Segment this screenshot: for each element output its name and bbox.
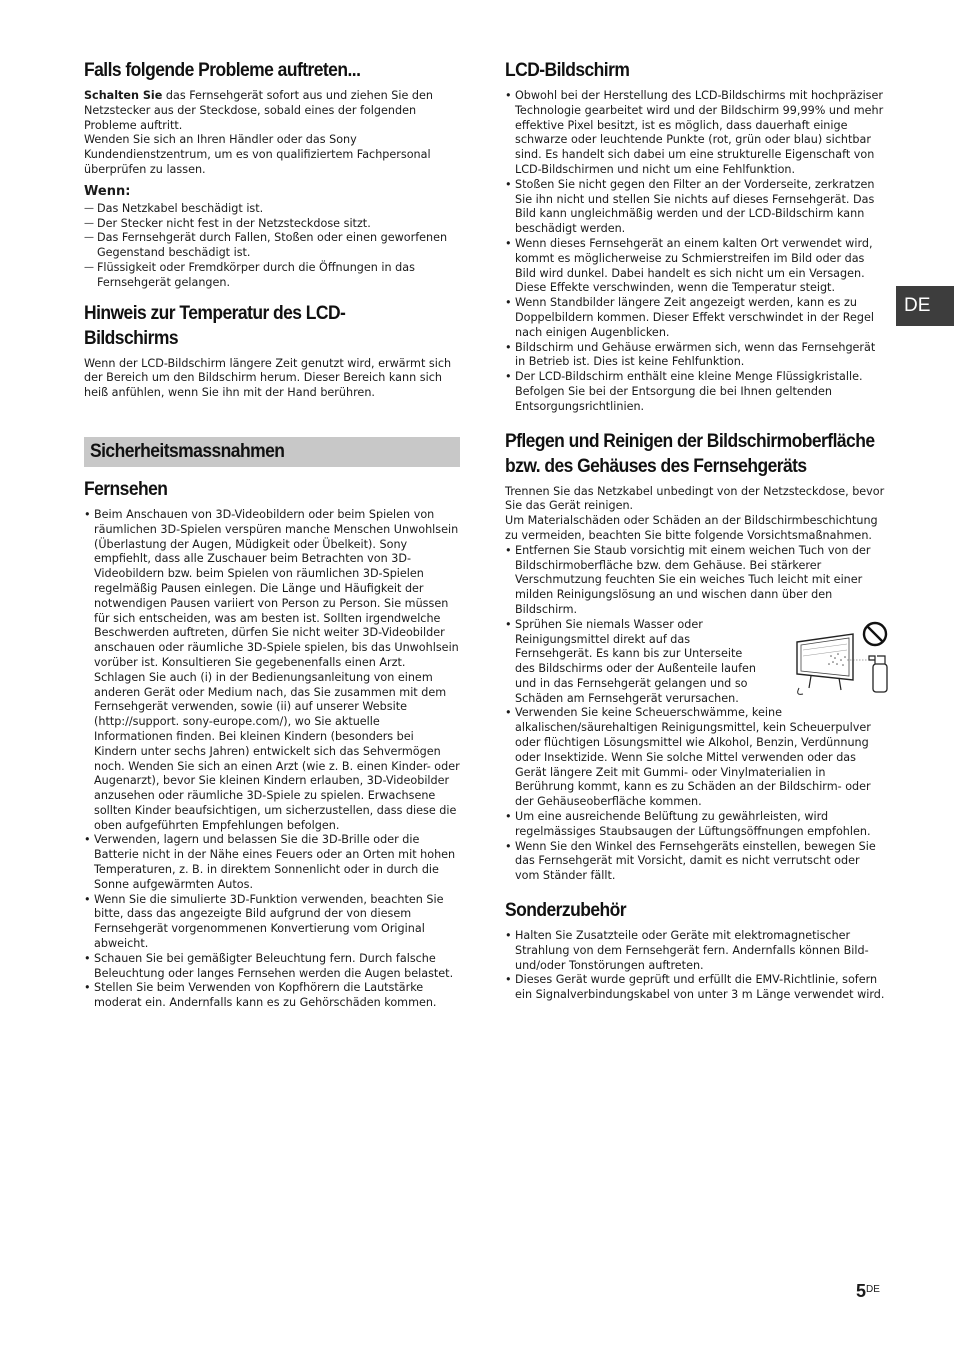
list-item: • Der LCD-Bildschirm enthält eine kleine Menge Flüssigkristalle. Befolgen Sie bei der Entsorgung die bei Ihnen geltenden Entsorgungsrichtlinien.: [505, 370, 885, 414]
care-list: [505, 544, 885, 884]
list-item: • Beim Anschauen von 3D-Videobildern oder beim Spielen von räumlichen 3D-Spielen verspüren manche Menschen Unwohlsein (Überlastung der Augen, Müdigkeit oder Übelkeit). Sony empfiehlt, dass alle Zuschauer beim Betrachten von 3D-Videobildern bzw. beim Spielen von räumlichen 3D-Spielen regelmäßig Pausen einlegen. Die Länge und Häufigkeit der notwendigen Pausen variiert von Person zu Person. Sie müssen für sich entscheiden, was am besten ist. Sollten irgendwelche Beschwerden auftreten, dürfen Sie nicht weiter 3D-Videobilder anschauen oder räumliche 3D-Spiele spielen, bis das Unwohlsein vorüber ist. Konsultieren Sie gegebenenfalls einen Arzt. Schlagen Sie auch (i) in der Bedienungsanleitung von einem anderen Gerät oder Medium nach, das Sie zusammen mit dem Fernsehgerät verwenden, sowie (ii) auf unserer Website (http://support. sony-europe.com/), wo Sie aktuelle Informationen finden. Bei kleinen Kindern (besonders bei Kindern unter sechs Jahren) entwickelt sich das Sehvermögen noch. Wenden Sie sich an einen Arzt (wie z. B. einen Kinder- oder Augenarzt), bevor Sie kleinen Kindern erlauben, 3D-Videobilder anzusehen oder räumliche 3D-Spiele zu spielen. Erwachsene sollten Kinder beaufsichtigen, um sicherzustellen, dass diese die oben aufgeführten Empfehlungen befolgen.: [84, 508, 460, 834]
when-label: Wenn:: [84, 183, 131, 199]
list-item: • Wenn dieses Fernsehgerät an einem kalten Ort verwendet wird, kommt es möglicherweise zu Schmierstreifen im Bild oder das Bild wird dunkel. Dabei handelt es sich nicht um ein Versagen. Diese Effekte verschwinden, wenn die Temperatur steigt.: [505, 237, 885, 296]
list-item: • Um eine ausreichende Belüftung zu gewährleisten, wird regelmässiges Staubsaugen der Lüftungsöffnungen empfohlen.: [505, 810, 885, 840]
list-item: — Der Stecker nicht fest in der Netzsteckdose sitzt.: [84, 217, 460, 232]
list-item: • Stoßen Sie nicht gegen den Filter an der Vorderseite, zerkratzen Sie ihn nicht und stellen Sie nichts auf dieses Fernsehgerät. Das Bild kann ungleichmäßig werden und der LCD-Bildschirm kann beschädigt werden.: [505, 178, 885, 237]
temperature-heading: Hinweis zur Temperatur des LCD-Bildschirms: [84, 302, 346, 349]
left-column: [84, 58, 460, 1011]
list-item: — Flüssigkeit oder Fremdkörper durch die Öffnungen in das Fernsehgerät gelangen.: [84, 261, 460, 291]
list-item: • Schauen Sie bei gemäßigter Beleuchtung fern. Durch falsche Beleuchtung oder langes Fernsehen werden die Augen belastet.: [84, 952, 460, 982]
list-item: • Wenn Sie die simulierte 3D-Funktion verwenden, beachten Sie bitte, dass das angezeigte Bild aufgrund der von diesem Fernsehgerät vorgenommenen Konvertierung vom Original abweicht.: [84, 893, 460, 952]
list-item: — Das Fernsehgerät durch Fallen, Stoßen oder einen geworfenen Gegenstand beschädigt ist.: [84, 231, 460, 261]
no-spray-illustration-icon: [791, 620, 893, 698]
safety-heading: Sicherheitsmassnahmen: [90, 440, 285, 462]
accessories-list: [505, 929, 885, 1003]
safety-band: [84, 437, 460, 467]
list-item: • Obwohl bei der Herstellung des LCD-Bildschirms mit hochpräziser Technologie gearbeitet wird und der Bildschirm 99,99% und mehr effektive Pixel besitzt, ist es möglich, dass dauerhaft einige schwarze oder leuchtende Punkte (rot, grün oder blau) sichtbar sind. Es handelt sich dabei um eine strukturelle Eigenschaft von LCD-Bildschirmen und nicht um eine Fehlfunktion.: [505, 89, 885, 178]
problems-heading: Falls folgende Probleme auftreten...: [84, 60, 361, 81]
list-item-spray: [505, 618, 885, 707]
page-number-value: 5: [856, 1281, 867, 1301]
lcd-list: [505, 89, 885, 415]
page-number: [856, 1281, 880, 1302]
right-column: [505, 58, 885, 1017]
list-item: • Bildschirm und Gehäuse erwärmen sich, wenn das Fernsehgerät in Betrieb ist. Dies ist keine Fehlfunktion.: [505, 341, 885, 371]
page-number-suffix: DE: [866, 1284, 880, 1295]
list-item: • Stellen Sie beim Verwenden von Kopfhörern die Lautstärke moderat ein. Andernfalls kann es zu Gehörschäden kommen.: [84, 981, 460, 1011]
list-item: • Entfernen Sie Staub vorsichtig mit einem weichen Tuch von der Bildschirmoberfläche bzw. dem Gehäuse. Bei stärkerer Verschmutzung feuchten Sie ein weiches Tuch leicht mit einer milden Reinigungslösung an und wischen dann über den Bildschirm.: [505, 544, 885, 618]
accessories-section: [505, 898, 885, 1003]
problems-intro2: Wenden Sie sich an Ihren Händler oder das Sony Kundendienstzentrum, um es von qualifiziertem Fachpersonal überprüfen zu lassen.: [84, 133, 431, 176]
lcd-section: [505, 58, 885, 415]
tv-list: [84, 508, 460, 1011]
problems-list: [84, 202, 460, 291]
care-intro2: Um Materialschäden oder Schäden an der Bildschirmbeschichtung zu vermeiden, beachten Sie bitte folgende Vorsichtsmaßnahmen.: [505, 514, 878, 542]
tv-heading: Fernsehen: [84, 478, 168, 500]
care-intro: Trennen Sie das Netzkabel unbedingt von der Netzsteckdose, bevor Sie das Gerät reinigen.: [505, 484, 885, 513]
spray-warning-text: • Sprühen Sie niemals Wasser oder Reinigungsmittel direkt auf das Fernsehgerät. Es kann bis zur Unterseite des Bildschirms oder der Außenteile laufen und in das Fernsehgerät gelangen und so Schäden am Fernsehgerät verursachen.: [515, 617, 757, 705]
temperature-section: [84, 301, 460, 401]
list-item: • Verwenden, lagern und belassen Sie die 3D-Brille oder die Batterie nicht in der Nähe eines Feuers oder an Orten mit hohen Temperaturen, z. B. in direktem Sonnenlicht oder in durch die Sonne aufgewärmten Autos.: [84, 833, 460, 892]
list-item: • Wenn Sie den Winkel des Fernsehgeräts einstellen, bewegen Sie das Fernsehgerät mit Vorsicht, damit es nicht verrutscht oder vom Ständer fällt.: [505, 840, 885, 884]
language-tab: DE: [896, 286, 954, 326]
temperature-text: Wenn der LCD-Bildschirm längere Zeit genutzt wird, erwärmt sich der Bereich um den Bildschirm herum. Dieser Bereich kann sich heiß anfühlen, wenn Sie ihn mit der Hand berühren.: [84, 356, 452, 400]
problems-intro: Schalten Sie das Fernsehgerät sofort aus und ziehen Sie den Netzstecker aus der Steckdose, sobald eines der folgenden Probleme auftritt.: [84, 89, 433, 132]
care-heading: Pflegen und Reinigen der Bildschirmoberfläche bzw. des Gehäuses des Fernsehgeräts: [505, 430, 875, 477]
care-section: [505, 429, 885, 885]
list-item: • Dieses Gerät wurde geprüft und erfüllt die EMV-Richtlinie, sofern ein Signalverbindungskabel von unter 3 m Länge verwendet wird.: [505, 973, 885, 1003]
accessories-heading: Sonderzubehör: [505, 900, 627, 922]
list-item: • Verwenden Sie keine Scheuerschwämme, keine alkalischen/säurehaltigen Reinigungsmittel, kein Scheuerpulver oder flüchtigen Lösungsmittel wie Alkohol, Benzin, Verdünnung oder Insektizide. Wenn Sie solche Mittel verwenden oder das Gerät längere Zeit mit Gummi- oder Vinylmaterialien in Berührung kommt, kann es zu Schäden an der Bildschirm- oder der Gehäuseoberfläche kommen.: [505, 706, 885, 810]
list-item: • Halten Sie Zusatzteile oder Geräte mit elektromagnetischer Strahlung von dem Fernsehgerät fern. Andernfalls können Bild- und/oder Tonstörungen auftreten.: [505, 929, 885, 973]
problems-section: [84, 58, 460, 291]
tv-section: [84, 477, 460, 1011]
list-item: — Das Netzkabel beschädigt ist.: [84, 202, 460, 217]
lcd-heading: LCD-Bildschirm: [505, 60, 630, 81]
list-item: • Wenn Standbilder längere Zeit angezeigt werden, kann es zu Doppelbildern kommen. Dieser Effekt verschwindet in der Regel nach einigen Augenblicken.: [505, 296, 885, 340]
